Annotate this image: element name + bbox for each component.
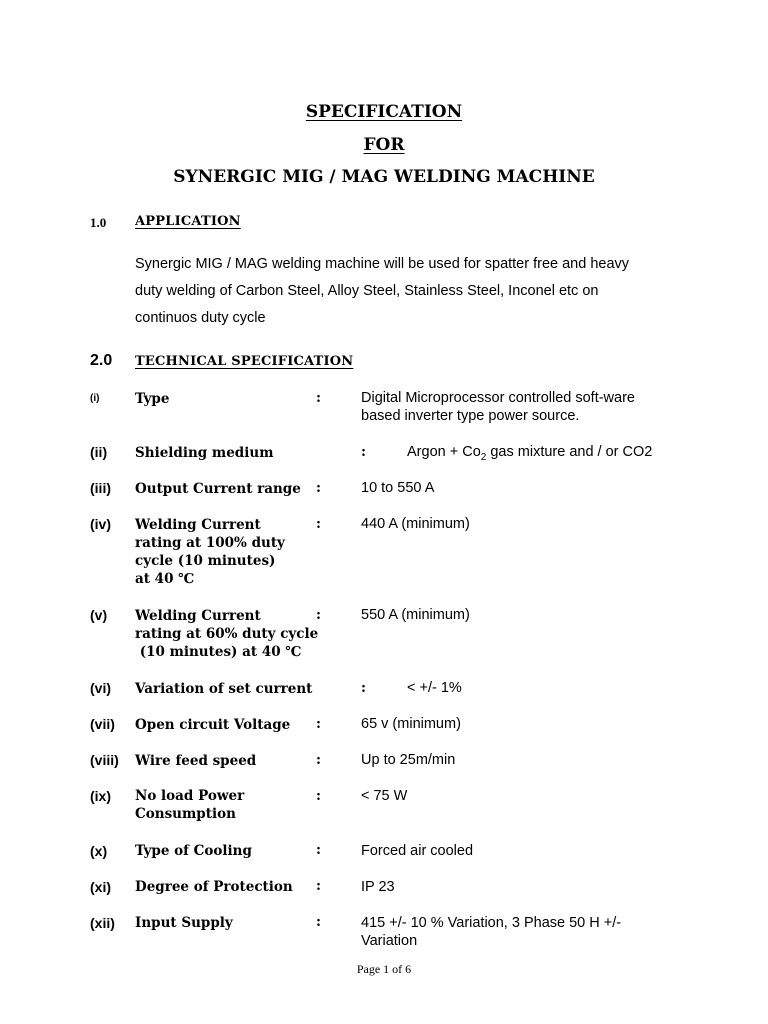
label-line: Consumption xyxy=(135,806,236,822)
item-label xyxy=(135,752,256,770)
label-line: cycle (10 minutes) xyxy=(135,553,276,569)
section-1-title: APPLICATION xyxy=(135,214,241,229)
label-line: Open circuit Voltage xyxy=(135,717,291,733)
item-label xyxy=(135,716,290,734)
item-colon: : xyxy=(316,878,321,894)
label-line: Welding Current xyxy=(135,517,261,533)
value-line: 10 to 550 A xyxy=(361,480,435,496)
item-label xyxy=(135,914,233,932)
item-colon: : xyxy=(316,842,321,858)
item-label xyxy=(135,516,285,588)
item-number: (iv) xyxy=(90,516,111,532)
item-colon: : xyxy=(361,680,366,696)
label-line: Variation of set current xyxy=(135,681,313,697)
item-number: (xii) xyxy=(90,915,115,931)
item-colon: : xyxy=(316,788,321,804)
item-label xyxy=(135,787,244,823)
value-line: Digital Microprocessor controlled soft-ware xyxy=(361,390,635,406)
item-value xyxy=(407,679,462,697)
value-text: Argon + Co xyxy=(407,444,481,460)
item-number: (viii) xyxy=(90,752,119,768)
value-line: Variation xyxy=(361,933,418,949)
section-1-body xyxy=(135,251,629,332)
value-line: 440 A (minimum) xyxy=(361,516,470,532)
value-line: Up to 25m/min xyxy=(361,752,456,768)
value-line: 550 A (minimum) xyxy=(361,607,470,623)
label-line: at 40 ℃ xyxy=(135,571,195,587)
item-value xyxy=(361,515,470,533)
item-label xyxy=(135,607,318,661)
item-colon: : xyxy=(316,390,321,406)
label-line: Wire feed speed xyxy=(135,753,257,769)
page-number-footer: Page 1 of 6 xyxy=(356,962,412,976)
item-number: (iii) xyxy=(90,480,111,496)
value-text: gas mixture and / or CO2 xyxy=(486,444,653,460)
item-number: (i) xyxy=(90,393,100,404)
doc-title-specification: SPECIFICATION xyxy=(305,102,463,122)
item-value xyxy=(361,389,635,425)
label-line: (10 minutes) at 40 ℃ xyxy=(135,644,302,660)
item-value xyxy=(361,878,395,896)
doc-title-for: FOR xyxy=(363,135,405,155)
item-number: (ix) xyxy=(90,788,111,804)
item-value xyxy=(361,606,470,624)
label-line: Welding Current xyxy=(135,608,261,624)
value-line: based inverter type power source. xyxy=(361,408,580,424)
item-label xyxy=(135,878,293,896)
section-2-number: 2.0 xyxy=(90,352,113,369)
item-colon: : xyxy=(316,516,321,532)
item-number: (v) xyxy=(90,607,108,623)
label-line: Type of Cooling xyxy=(135,843,252,859)
item-label xyxy=(135,680,312,698)
value-line: < +/- 1% xyxy=(407,680,462,696)
item-number: (xi) xyxy=(90,879,111,895)
item-number: (ii) xyxy=(90,444,108,460)
item-colon: : xyxy=(316,607,321,623)
item-value xyxy=(361,914,621,950)
label-line: Output Current range xyxy=(135,481,301,497)
item-value xyxy=(361,787,407,805)
item-colon: : xyxy=(316,752,321,768)
item-colon: : xyxy=(316,914,321,930)
label-line: Shielding medium xyxy=(135,445,274,461)
label-line: rating at 100% duty xyxy=(135,535,285,551)
section-1-number: 1.0 xyxy=(90,215,107,230)
label-line: rating at 60% duty cycle xyxy=(135,626,319,642)
item-number: (x) xyxy=(90,843,108,859)
item-colon: : xyxy=(361,444,366,460)
body-line-2: duty welding of Carbon Steel, Alloy Steel, Stainless Steel, Inconel etc on xyxy=(135,283,599,299)
item-value xyxy=(361,479,434,497)
value-line: 65 v (minimum) xyxy=(361,716,461,732)
value-line: 415 +/- 10 % Variation, 3 Phase 50 H +/- xyxy=(361,915,622,931)
item-label xyxy=(135,444,273,462)
item-value xyxy=(361,715,461,733)
item-number: (vi) xyxy=(90,680,111,696)
item-value xyxy=(407,443,652,467)
item-value xyxy=(361,842,473,860)
item-number: (vii) xyxy=(90,716,115,732)
item-value xyxy=(361,751,455,769)
item-colon: : xyxy=(316,716,321,732)
item-label xyxy=(135,842,252,860)
label-line: Input Supply xyxy=(135,915,233,931)
body-line-1: Synergic MIG / MAG welding machine will be used for spatter free and heavy xyxy=(135,256,630,272)
section-2-title: TECHNICAL SPECIFICATION xyxy=(135,354,354,369)
value-line: IP 23 xyxy=(361,879,395,895)
value-line: < 75 W xyxy=(361,788,408,804)
body-line-3: continuos duty cycle xyxy=(135,310,266,326)
item-label xyxy=(135,390,169,408)
value-subscript: 2 xyxy=(480,451,487,463)
doc-title-machine: SYNERGIC MIG / MAG WELDING MACHINE xyxy=(173,167,595,187)
item-label xyxy=(135,480,301,498)
label-line: No load Power xyxy=(135,788,245,804)
value-line: Forced air cooled xyxy=(361,843,474,859)
item-colon: : xyxy=(316,480,321,496)
label-line: Type xyxy=(135,391,170,407)
label-line: Degree of Protection xyxy=(135,879,293,895)
